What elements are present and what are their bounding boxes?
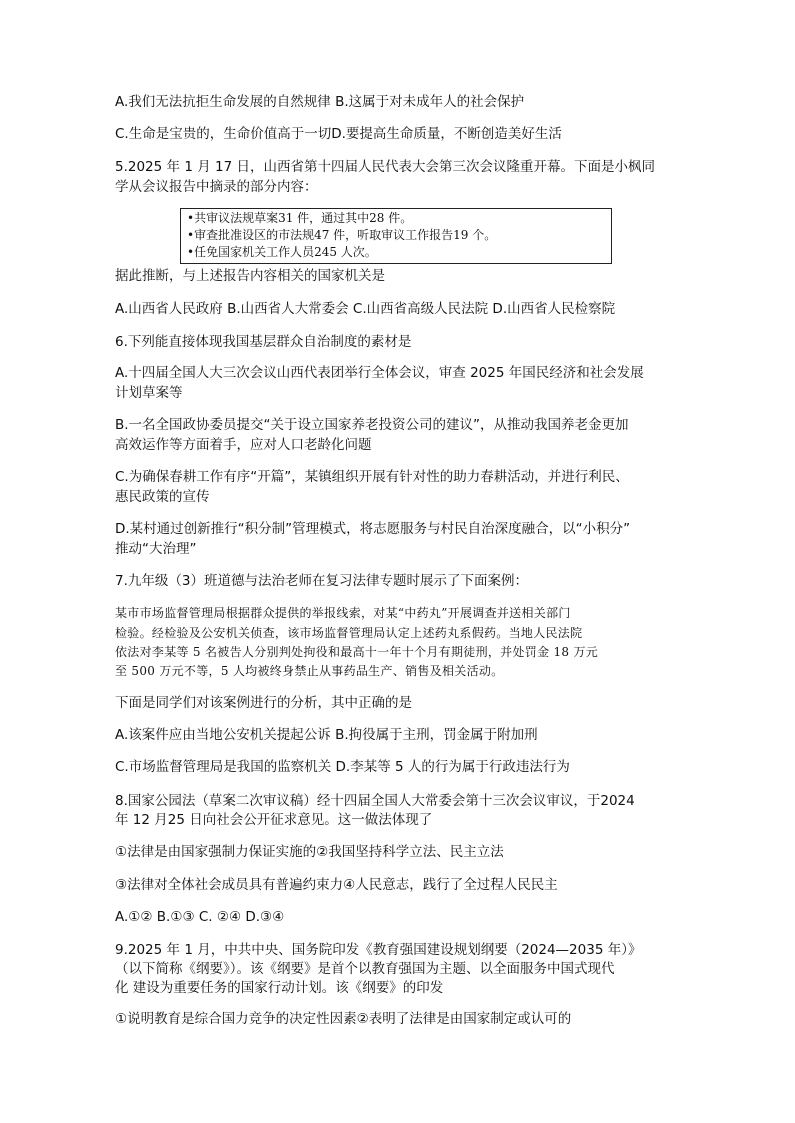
q5-report-item: •任免国家机关工作人员245 人次。 [187,245,377,259]
q6-option-d-line-2: 推动“大治理” [115,541,197,557]
q7-stem: 7.九年级（3）班道德与法治老师在复习法律专题时展示了下面案例： [115,573,528,589]
q9-stem-line-3: 化 建设为重要任务的国家行动计划。该《纲要》的印发 [115,980,444,996]
q7-case-line-4: 至 500 万元不等，5 人均被终身禁止从事药品生产、销售及相关活动。 [115,664,504,678]
q9-stem-line-1: 9.2025 年 1 月，中共中央、国务院印发《教育强国建设规划纲要（2024—2035 年）》 [115,942,642,958]
q7-case-line-2: 检验。经检验及公安机关侦查，该市场监督管理局认定上述药丸系假药。当地人民法院 [115,626,583,640]
q6-option-b-line-2: 高效运作等方面着手，应对人口老龄化问题 [115,437,372,453]
q5-options: A.山西省人民政府 B.山西省人大常委会 C.山西省高级人民法院 D.山西省人民检察院 [115,301,616,317]
q6-option-c-line-1: C.为确保春耕工作有序“开篇”，某镇组织开展有针对性的助力春耕活动，并进行利民、 [115,469,629,485]
q6-option-c-line-2: 惠民政策的宣传 [115,489,210,505]
q7-options-ab: A.该案件应由当地公安机关提起公诉 B.拘役属于主刑，罚金属于附加刑 [115,727,538,743]
q8-items-34: ③法律对全体社会成员具有普遍约束力④人民意志，践行了全过程人民民主 [115,877,558,893]
q5-report-excerpt-box [180,208,612,264]
q7-question: 下面是同学们对该案例进行的分析，其中正确的是 [115,695,412,711]
q7-case-line-1: 某市市场监督管理局根据群众提供的举报线索，对某“中药丸”开展调查并送相关部门 [115,606,571,620]
q9-stem-line-2: （以下简称《纲要》）。该《纲要》是首个以教育强国为主题、以全面服务中国式现代 [115,961,615,977]
q5-stem-line-2: 学从会议报告中摘录的部分内容： [115,179,318,195]
q7-case-line-3: 依法对李某等 5 名被告人分别判处拘役和最高十一年十个月有期徒刑，并处罚金 18 万元 [115,645,599,659]
q8-stem-line-1: 8.国家公园法（草案二次审议稿）经十四届全国人大常委会第十三次会议审议，于2024 [115,793,635,809]
q5-question: 据此推断，与上述报告内容相关的国家机关是 [115,268,385,284]
q8-stem-line-2: 年 12 月25 日向社会公开征求意见。这一做法体现了 [115,812,433,828]
q6-stem: 6.下列能直接体现我国基层群众自治制度的素材是 [115,334,412,350]
q6-option-b-line-1: B.一名全国政协委员提交“关于设立国家养老投资公司的建议”，从推动我国养老金更加 [115,417,629,433]
q6-option-a-line-2: 计划草案等 [115,385,183,401]
q6-option-a-line-1: A.十四届全国人大三次会议山西代表团举行全体会议，审查 2025 年国民经济和社会发展 [115,365,644,381]
q5-report-item: •审查批准设区的市法规47 件，听取审议工作报告19 个。 [187,228,497,242]
q9-items-12: ①说明教育是综合国力竞争的决定性因素②表明了法律是由国家制定或认可的 [115,1011,572,1027]
q4-options-cd: C.生命是宝贵的，生命价值高于一切D.要提高生命质量，不断创造美好生活 [115,126,562,142]
q8-items-12: ①法律是由国家强制力保证实施的②我国坚持科学立法、民主立法 [115,844,504,860]
q5-stem-line-1: 5.2025 年 1 月 17 日，山西省第十四届人民代表大会第三次会议隆重开幕。下面是小枫同 [115,159,655,175]
q7-options-cd: C.市场监督管理局是我国的监察机关 D.李某等 5 人的行为属于行政违法行为 [115,759,570,775]
q6-option-d-line-1: D.某村通过创新推行“积分制”管理模式，将志愿服务与村民自治深度融合，以“小积分” [115,521,631,537]
q5-report-item: •共审议法规草案31 件，通过其中28 件。 [187,211,413,225]
q8-options: A.①② B.①③ C. ②④ D.③④ [115,909,285,925]
q4-options-ab: A.我们无法抗拒生命发展的自然规律 B.这属于对未成年人的社会保护 [115,94,525,110]
